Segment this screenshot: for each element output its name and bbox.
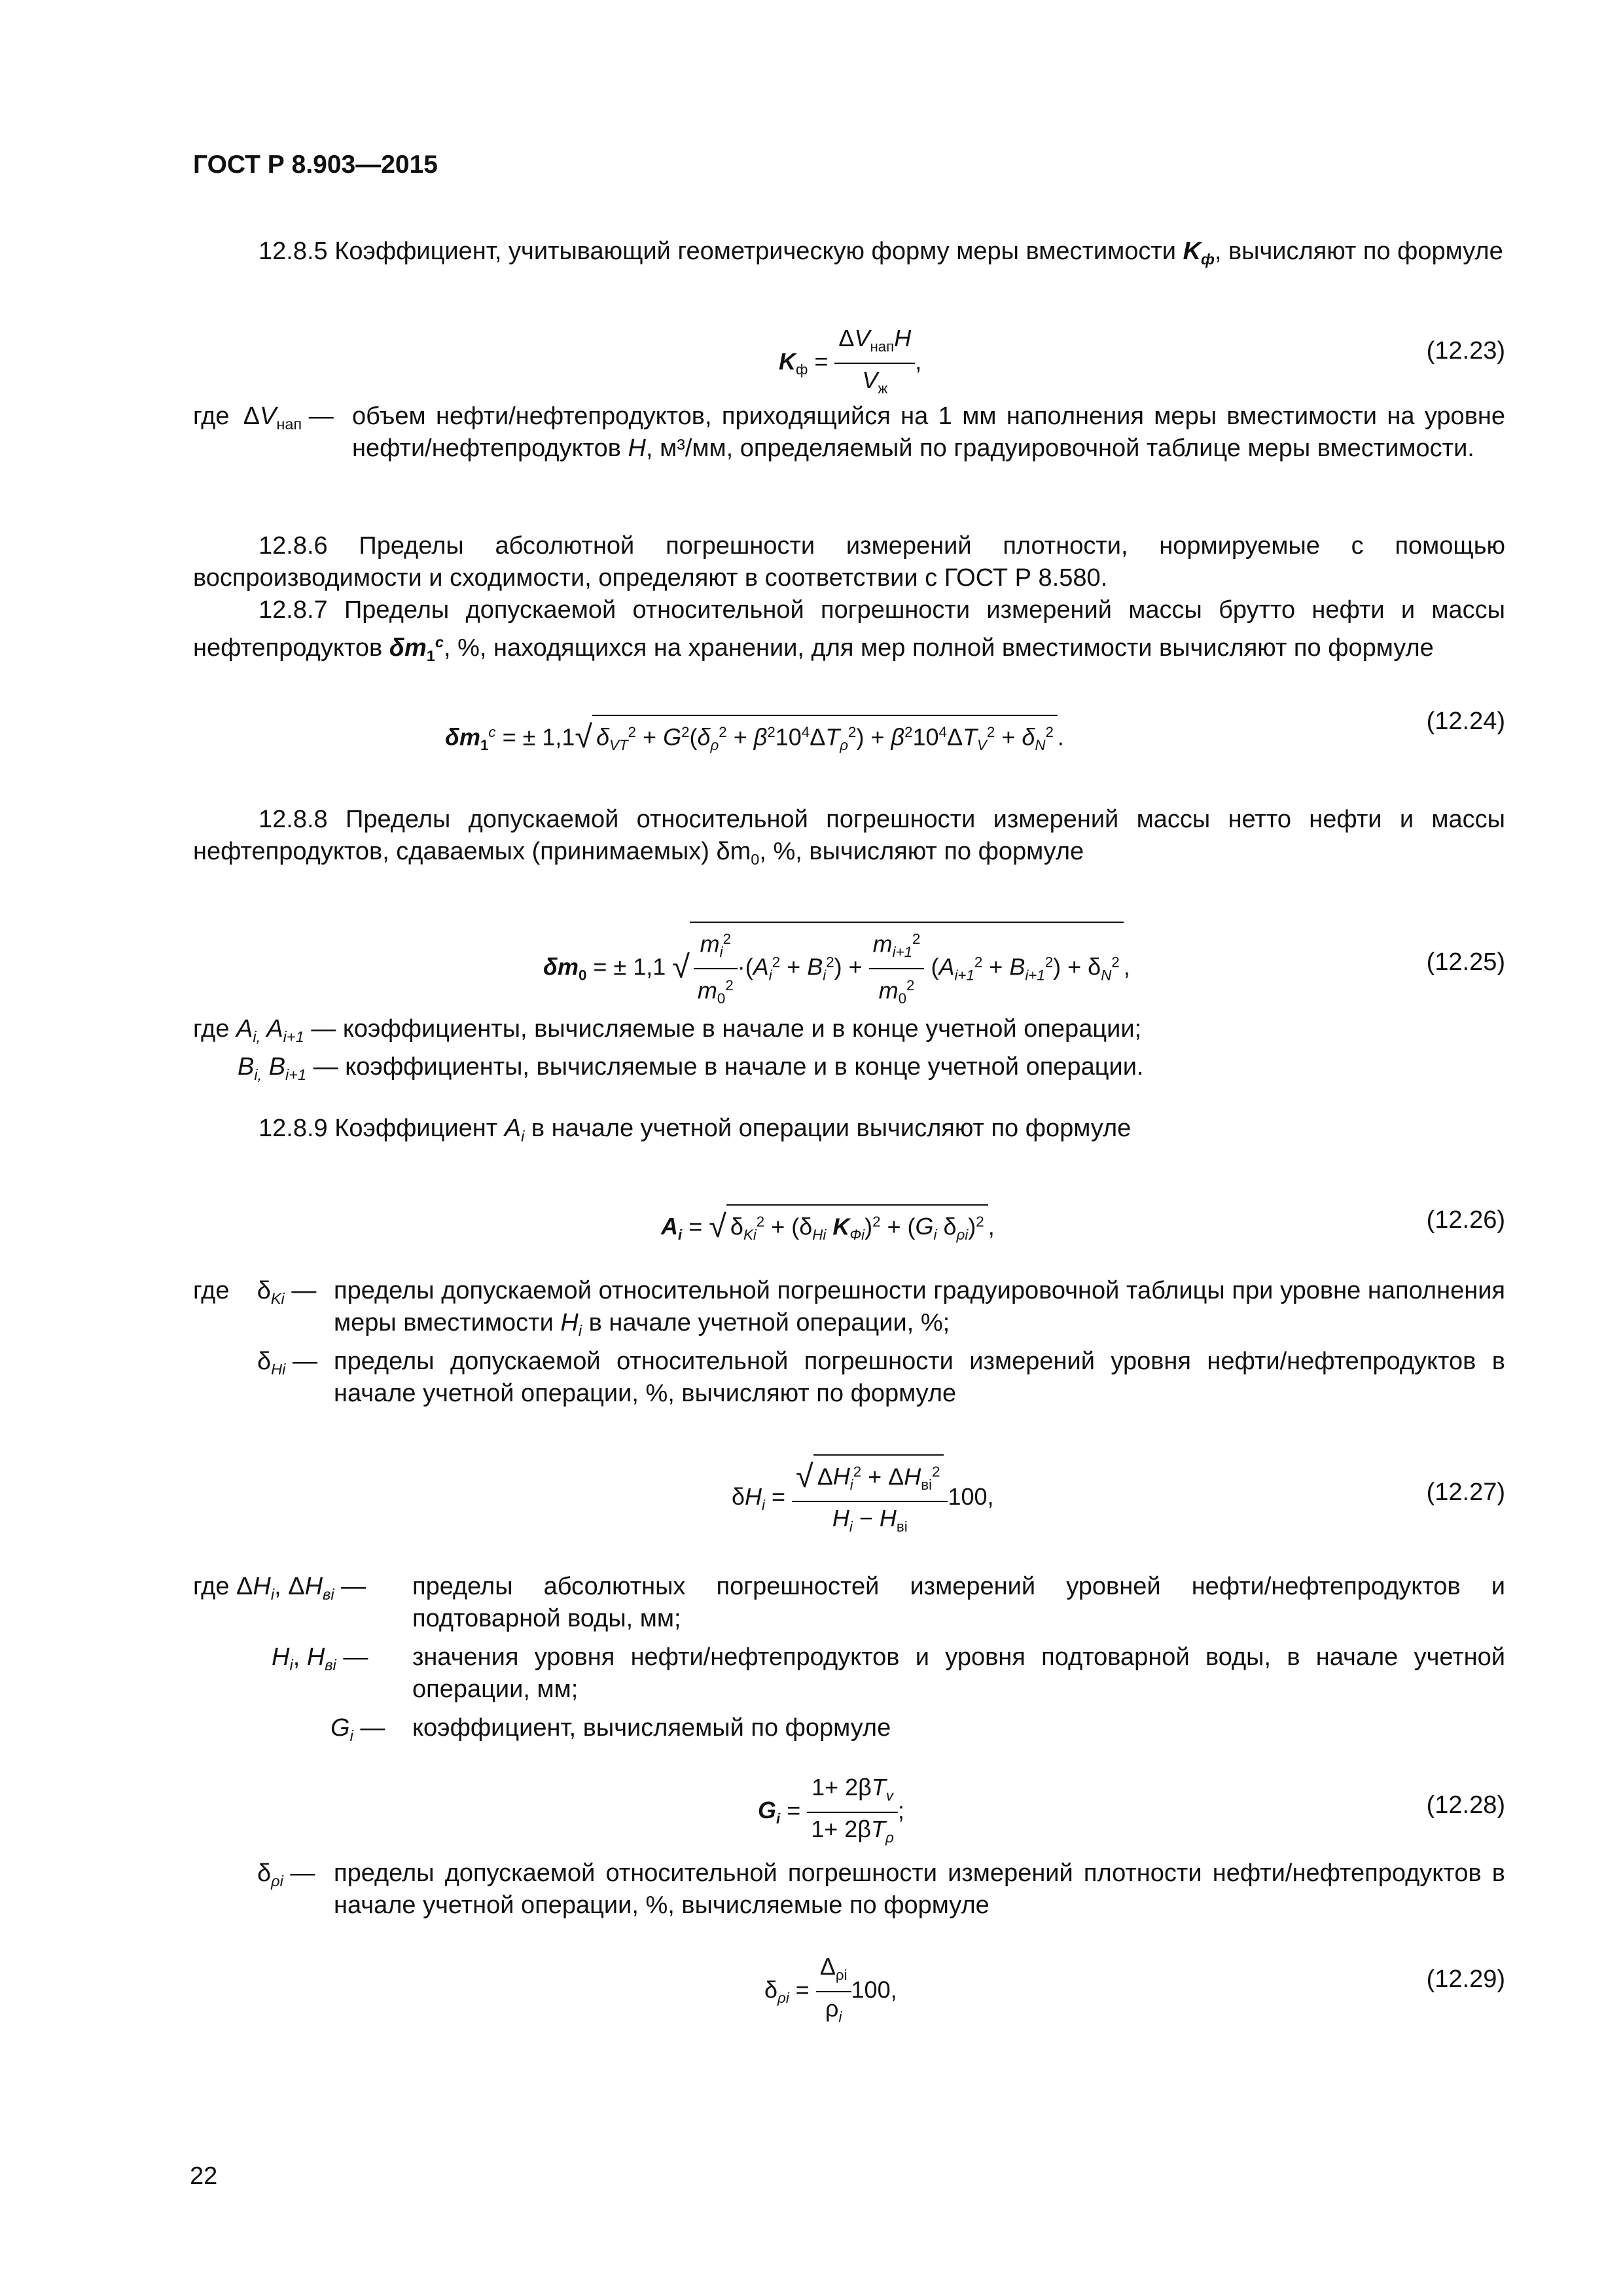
paragraph-12-8-5: 12.8.5 Коэффициент, учитывающий геометрическую форму меры вместимости $K_ф$, вычисляют по формуле [259, 238, 1503, 268]
paragraph-12-8-7: 12.8.7 Пределы допускаемой относительной погрешности измерений массы брутто нефти и массы нефтепродуктов $\delta m_1^c$, %, находящихся на хранении, для мер полной вместимости вычисляют по формуле [193, 596, 1505, 665]
equation-number: (12.28) [1426, 1791, 1505, 1819]
formula-12-26: $A_i$ = √ $\delta_{Ki}^2 + (\delta_{Hi}$ $K_{Фi})^2 + (G_i$ $\delta_{\rho i})^2$ , [661, 1204, 995, 1251]
equation-number: (12.23) [1426, 337, 1505, 365]
formula-12-28: $G_i$ = $\frac{1+ 2\beta T_v}{1+ 2\beta T_\rho}$ ; [758, 1771, 904, 1854]
formula-12-27: $\delta H_i$ = $\frac{√ \Delta H_i^2 + \Delta H_{вi}^2}{H_i - H_{вi}}$ 100, [732, 1454, 994, 1543]
paragraph-12-8-6: 12.8.6 Пределы абсолютной погрешности измерений плотности, нормируемые с помощью воспроизводимости и сходимости, определяют в соответствии с ГОСТ Р 8.580. [193, 532, 1505, 592]
paragraph-12-8-9: 12.8.9 Коэффициент $A_i$ в начале учетной операции вычисляют по формуле [259, 1115, 1132, 1145]
equation-number: (12.29) [1426, 1965, 1505, 1993]
equation-number: (12.25) [1426, 948, 1505, 976]
document-header: ГОСТ Р 8.903—2015 [193, 151, 438, 179]
equation-number: (12.27) [1426, 1479, 1505, 1506]
equation-number: (12.24) [1426, 708, 1505, 735]
formula-12-25: $\delta m_0$ = ± 1,1 √ $\frac{m_i^2}{m_0^2}$ $\cdot(A_i^2 + B_i^2)$ + $\frac{m_{i+1}^2}{m_0^2}$ $(A_{i+1}^2 + B_{i+1}^2) + \delta_N^2$ , [543, 922, 1130, 1014]
page-number: 22 [190, 2162, 218, 2190]
formula-12-24: $\delta m_1^c$ = ± 1,1√ $\delta_{VT}^2 + G^2(\delta_\rho^2 + \beta^210^4\Delta T_\rho^2) + \beta^210^4\Delta T_V^2 + \delta_N^2$ . [445, 715, 1064, 761]
equation-number: (12.26) [1426, 1206, 1505, 1234]
paragraph-12-8-8: 12.8.8 Пределы допускаемой относительной погрешности измерений массы нетто нефти и массы нефтепродуктов, сдаваемых (принимаемых) $\delta m_0$, %, вычисляют по формуле [193, 806, 1505, 869]
document-page: ГОСТ Р 8.903—2015 12.8.5 Коэффициент, учитывающий геометрическую форму меры вместимости $K_ф$, вычисляют по формуле $K_ф$ = $\frac{\Delta V_{нап}H}{V_ж}$ , (12.23) где $\Delta V_{нап}$ — объем нефти/нефтепродуктов, приходящийся на 1 мм наполнения меры вместимости на уровне нефти/нефтепродуктов H, м³/мм, определяемый по градуировочной таблице меры вместимости. 12.8.6 Пределы абсолютной погрешности измерений плотности, нормируемые с помощью воспроизводимости и сходимости, определяют в соответствии с ГОСТ Р 8.580. 12.8.7 Пределы допускаемой относительной погрешности измерений массы брутто нефти и массы нефтепродуктов $\delta m_1^c$, %, находящихся на хранении, для мер полной вместимости вычисляют по формуле $\delta m_1^c$ = ± 1,1√ $\delta_{VT}^2 + G^2(\delta_\rho^2 + \beta^210^4\Delta T_\rho^2) + \beta^210^4\Delta T_V^2 + \delta_N^2$ . (12.24) 12.8.8 Пределы допускаемой относительной погрешности измерений массы нетто нефти и массы нефтепродуктов, сдаваемых (принимаемых) $\delta m_0$, %, вычисляют по формуле $\delta m_0$ = ± 1,1 √ $\frac{m_i^2}{m_0^2}$ $\cdot(A_i^2 + B_i^2)$ + $\frac{m_{i+1}^2}{m_0^2}$ $(A_{i+1}^2 + B_{i+1}^2) + \delta_N^2$ , (12.25) где $A_{i,}$ $A_{i+1}$ — коэффициенты, вычисляемые в начале и в конце учетной операции; $B_{i,}$ $B_{i+1}$ — коэффициенты, вычисляемые в начале и в конце учетной операции. 12.8.9 Коэффициент $A_i$ в начале учетной операции вычисляют по формуле $A_i$ = √ $\delta_{Ki}^2 + (\delta_{Hi}$ $K_{Фi})^2 + (G_i$ $\delta_{\rho i})^2$ , (12.26) где $\delta_{Ki}$ — пределы допускаемой относительной погрешности градуировочной таблицы при уровне наполнения меры вместимости $H_i$ в начале учетной операции, %; $\delta_{Hi}$ — пределы допускаемой относительной погрешности измерений уровня нефти/нефтепродуктов в начале учетной операции, %, вычисляют по формуле $\delta H_i$ = $\frac{√ \Delta H_i^2 + \Delta H_{вi}^2}{H_i - H_{вi}}$ 100, (12.27) где $\Delta H_i$, $\Delta H_{вi}$ — пределы абсолютных погрешностей измерений уровней нефти/нефтепродуктов и подтоварной воды, мм; $H_i$, $H_{вi}$ — значения уровня нефти/нефтепродуктов и уровня подтоварной воды, в начале учетной операции, мм; $G_i$ — коэффициент, вычисляемый по формуле $G_i$ = $\frac{1+ 2\beta T_v}{1+ 2\beta T_\rho}$ ; (12.28) $\delta_{\rho i}$ — пределы допускаемой относительной погрешности измерений плотности нефти/нефтепродуктов в начале учетной операции, %, вычисляемые по формуле $\delta_{\rho i}$ = $\frac{\Delta_{\rho i}}{\rho_i}$ 100, (12.29) 22 [0, 0, 1623, 2296]
formula-12-23: $K_ф$ = $\frac{\Delta V_{нап}H}{V_ж}$ , [779, 322, 921, 404]
formula-12-29: $\delta_{\rho i}$ = $\frac{\Delta_{\rho i}}{\rho_i}$ 100, [764, 1950, 897, 2033]
